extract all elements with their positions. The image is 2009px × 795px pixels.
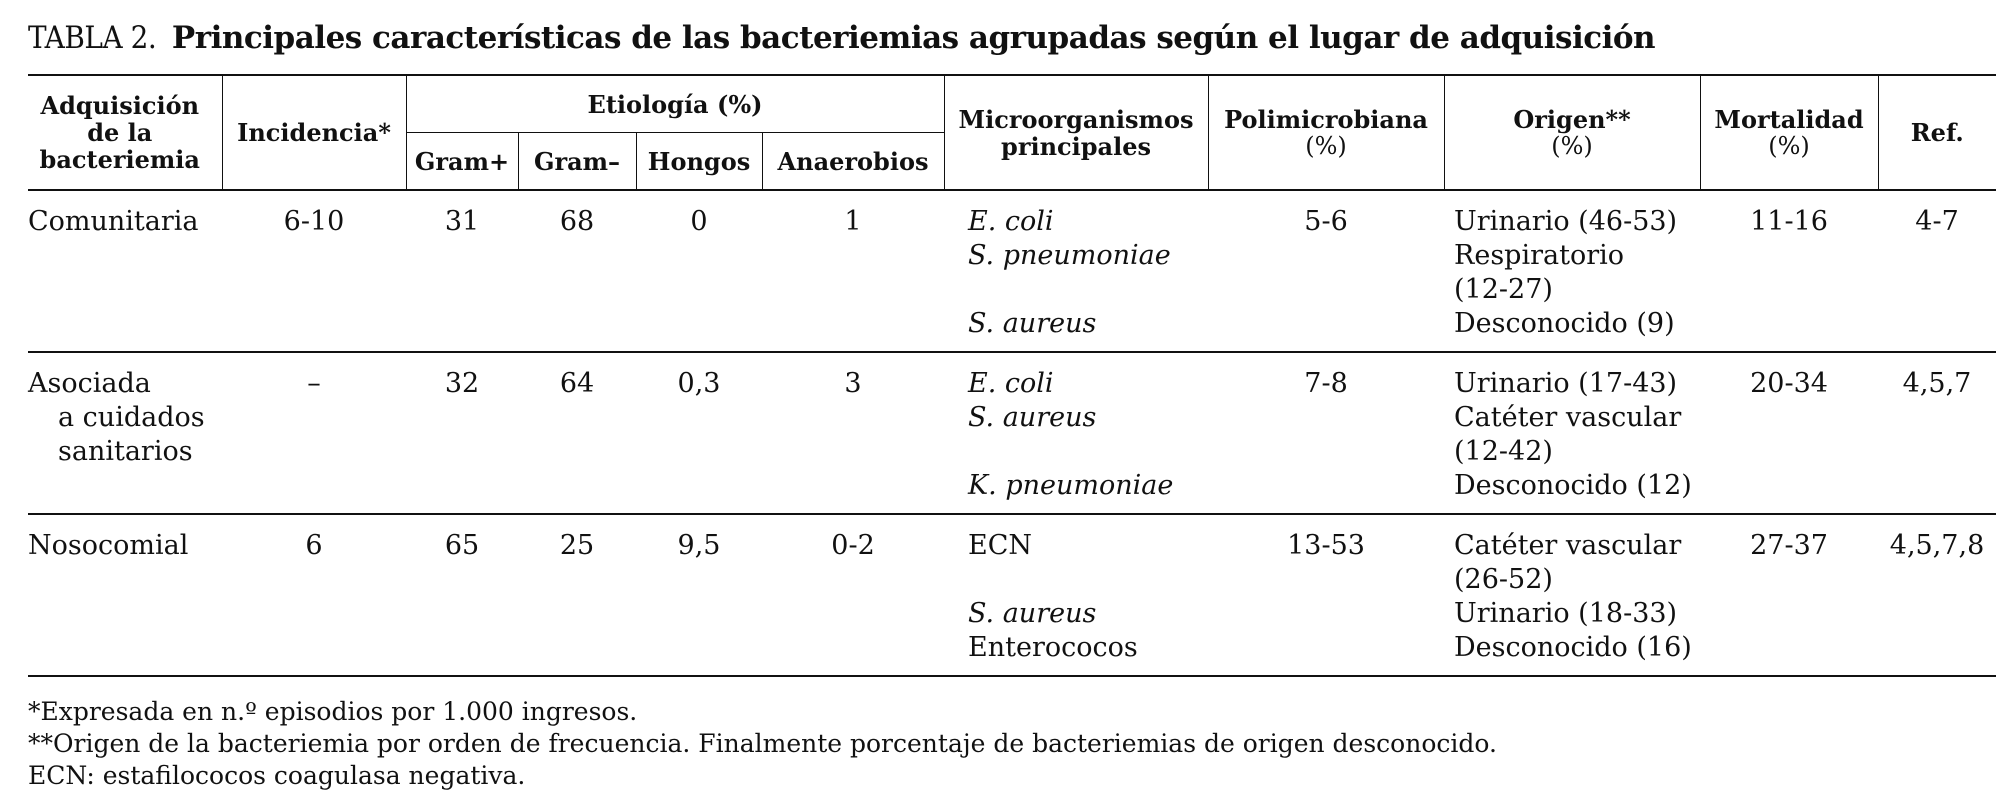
table-label: TABLA 2. [28,20,157,56]
acq-line: Nosocomial [28,530,189,561]
header-origen-l1: Origen** [1513,104,1631,134]
header-gram-pos: Gram+ [406,133,518,191]
cell-mortalidad: 27-37 [1750,530,1828,561]
cell-micro [944,352,1208,514]
cell-gram-neg: 25 [559,530,595,561]
micro-line [968,273,1208,307]
bacteremia-table [28,74,1996,677]
cell-hongos: 0 [690,206,708,237]
acq-line: a cuidados [58,402,205,433]
header-polimicrobiana [1208,75,1444,190]
cell-acquisition [28,352,222,514]
micro-line: E. coli [968,368,1054,399]
micro-line [968,435,1208,469]
footnotes [28,696,1497,792]
cell-gram-neg: 64 [559,368,595,399]
origen-line: Catéter vascular [1454,402,1682,433]
cell-ref: 4,5,7 [1902,368,1972,399]
header-polimicrobiana-l2: (%) [1305,131,1347,160]
cell-anaerobios: 0-2 [831,530,875,561]
origen-line: Desconocido (16) [1454,632,1692,663]
cell-micro [944,190,1208,352]
acq-line: sanitarios [58,436,193,467]
footnote-2: **Origen de la bacteriemia por orden de frecuencia. Finalmente porcentaje de bacteriemias de origen desconocido. [28,729,1497,758]
header-mortalidad-l1: Mortalidad [1714,104,1864,134]
cell-polimicrobiana: 13-53 [1287,530,1365,561]
header-incidencia: Incidencia* [222,75,406,190]
cell-anaerobios: 1 [844,206,862,237]
footnote-1: *Expresada en n.º episodios por 1.000 ingresos. [28,697,638,726]
micro-line: S. pneumoniae [968,240,1171,271]
cell-gram-pos: 32 [444,368,480,399]
origen-line: Respiratorio [1454,240,1625,271]
cell-mortalidad: 20-34 [1750,368,1828,399]
cell-origen [1444,190,1700,352]
cell-hongos: 0,3 [677,368,721,399]
table-title [28,14,1655,62]
header-polimicrobiana-l1: Polimicrobiana [1224,104,1428,134]
cell-anaerobios: 3 [844,368,862,399]
micro-line: S. aureus [968,598,1097,629]
cell-gram-neg: 68 [559,206,595,237]
header-adquisicion: Adquisición de la bacteriemia [28,75,222,190]
header-origen [1444,75,1700,190]
cell-gram-pos: 65 [444,530,480,561]
cell-gram-pos: 31 [444,206,480,237]
acq-line: Comunitaria [28,206,199,237]
cell-ref: 4-7 [1915,206,1959,237]
cell-acquisition [28,190,222,352]
cell-mortalidad: 11-16 [1750,206,1828,237]
cell-acquisition [28,514,222,676]
origen-line: Desconocido (9) [1454,308,1675,339]
table-caption: Principales características de las bacteriemias agrupadas según el lugar de adquisición [171,20,1656,56]
header-origen-l2: (%) [1551,131,1593,160]
origen-line: Urinario (18-33) [1454,598,1678,629]
origen-line: Desconocido (12) [1454,470,1692,501]
header-hongos: Hongos [636,133,762,191]
footnote-3: ECN: estafilococos coagulasa negativa. [28,761,526,790]
cell-incidencia: – [307,368,321,399]
header-anaerobios: Anaerobios [762,133,944,191]
cell-origen [1444,352,1700,514]
micro-line: S. aureus [968,308,1097,339]
micro-line: ECN [968,530,1033,561]
origen-line: Catéter vascular [1454,530,1682,561]
header-mortalidad-l2: (%) [1768,131,1810,160]
cell-polimicrobiana: 7-8 [1304,368,1348,399]
cell-incidencia: 6-10 [283,206,345,237]
table-row [28,352,1996,514]
cell-incidencia: 6 [305,530,323,561]
header-mortalidad [1700,75,1878,190]
origen-line: (26-52) [1454,564,1553,595]
micro-line: K. pneumoniae [968,470,1174,501]
acq-line: Asociada [28,368,151,399]
header-row-top [28,75,1996,133]
origen-line: Urinario (17-43) [1454,368,1678,399]
header-micro: Microorganismos principales [944,75,1208,190]
header-ref: Ref. [1878,75,1996,190]
table-row [28,514,1996,676]
origen-line: (12-27) [1454,274,1553,305]
table-row [28,190,1996,352]
origen-line: Urinario (46-53) [1454,206,1678,237]
cell-origen [1444,514,1700,676]
micro-line: E. coli [968,206,1054,237]
cell-hongos: 9,5 [677,530,721,561]
cell-micro [944,514,1208,676]
origen-line: (12-42) [1454,436,1553,467]
cell-polimicrobiana: 5-6 [1304,206,1348,237]
micro-line: S. aureus [968,402,1097,433]
header-etiologia: Etiología (%) [406,75,944,133]
header-gram-neg: Gram– [518,133,636,191]
micro-line: Enterococos [968,632,1138,663]
micro-line [968,563,1208,597]
cell-ref: 4,5,7,8 [1889,530,1985,561]
